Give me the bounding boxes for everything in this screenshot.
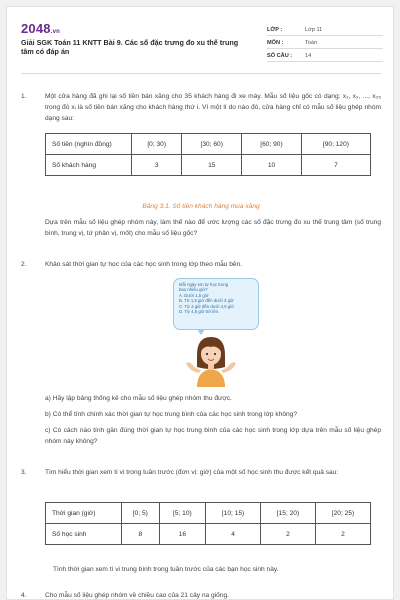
table-cell: [0; 30) xyxy=(132,134,182,155)
table-cell: 3 xyxy=(132,155,182,176)
meta-key: MÔN : xyxy=(267,40,284,46)
table-cell: 15 xyxy=(182,155,242,176)
table-cell: Thời gian (giờ) xyxy=(46,503,122,524)
survey-speech-bubble xyxy=(173,278,259,330)
question-3 xyxy=(21,467,381,491)
meta-row-class xyxy=(267,23,383,36)
table-cell: 16 xyxy=(159,524,205,545)
table-cell: [10; 15) xyxy=(206,503,261,524)
question-number: 3. xyxy=(21,469,27,476)
table-cell: [5; 10) xyxy=(159,503,205,524)
question-number: 2. xyxy=(21,261,27,268)
meta-value: 14 xyxy=(305,53,312,59)
bubble-line: B. Từ 1,5 giờ đến dưới 3 giờ xyxy=(179,298,234,304)
question-text: Cho mẫu số liệu ghép nhóm về chiều cao của 21 cây na giống. xyxy=(45,592,230,599)
question-part-b: b) Có thể tính chính xác thời gian tự học trung bình của các học sinh trong lớp không? xyxy=(45,411,298,418)
table-cell: 10 xyxy=(242,155,302,176)
table-cell: Số khách hàng xyxy=(46,155,132,176)
table-caption: Bảng 3.1. Số tiền khách hàng mua xăng xyxy=(142,203,260,210)
question-2 xyxy=(21,259,381,271)
table-cell: [90; 120) xyxy=(301,134,370,155)
table-cell: 2 xyxy=(261,524,316,545)
table-cell: 2 xyxy=(315,524,370,545)
logo-suffix: .vn xyxy=(50,29,61,35)
table-cell: 4 xyxy=(206,524,261,545)
table-row xyxy=(46,524,371,545)
document-title: Giải SGK Toán 11 KNTT Bài 9. Các số đặc trưng đo xu thế trung tâm có đáp án xyxy=(21,38,239,56)
bubble-line: Mỗi ngày em tự học trong xyxy=(179,282,228,287)
table-cell: [20; 25) xyxy=(315,503,370,524)
table-cell: Số tiền (nghìn đồng) xyxy=(46,134,132,155)
tv-time-table xyxy=(45,502,371,545)
bubble-line: C. Từ 3 giờ đến dưới 4,5 giờ xyxy=(179,303,234,309)
question-part-c: c) Có cách nào tính gần đúng thời gian tự học trung bình của các học sinh trong lớp dựa trên mẫu số liệu ghép nhóm này không? xyxy=(45,427,381,445)
meta-key: LỚP : xyxy=(267,27,283,33)
table-cell: Số học sinh xyxy=(46,524,122,545)
question-text: Một cửa hàng đã ghi lại số tiền bán xăng cho 35 khách hàng đi xe máy. Mẫu số liệu gốc có dạng: x₁, x₂, ..., x₃₅ trong đó xᵢ là số tiền bán xăng cho khách hàng thứ i. Vì một lí do nào đó, cửa hàng chỉ có mẫu số liệu ghép nhóm dạng sau: xyxy=(45,93,381,122)
table-cell: [15; 20) xyxy=(261,503,316,524)
document-page xyxy=(6,6,394,600)
question-4 xyxy=(21,590,381,600)
question-part-a: a) Hãy lập bảng thống kê cho mẫu số liệu ghép nhóm thu được. xyxy=(45,395,232,402)
table-cell: 7 xyxy=(301,155,370,176)
question-text: Khảo sát thời gian tự học của các học sinh trong lớp theo mẫu bên. xyxy=(45,261,243,268)
bubble-line: D. Từ 4,5 giờ trở lên. xyxy=(179,309,220,315)
meta-value: Lớp 11 xyxy=(305,27,323,33)
money-table xyxy=(45,133,371,176)
question-1 xyxy=(21,91,381,127)
meta-row-count xyxy=(267,49,383,62)
question-text: Tìm hiểu thời gian xem tí vi trong tuần trước (đơn vị: giờ) của một số học sinh thu được kết quả sau: xyxy=(45,469,339,476)
meta-key: SỐ CÂU : xyxy=(267,53,293,59)
question-number: 4. xyxy=(21,592,27,599)
table-row xyxy=(46,134,371,155)
question-number: 1. xyxy=(21,93,27,100)
girl-illustration xyxy=(183,333,239,387)
meta-row-subject xyxy=(267,36,383,49)
bubble-line: bao nhiêu giờ? xyxy=(179,287,208,293)
meta-value: Toán xyxy=(305,40,318,46)
table-cell: [0; 5) xyxy=(122,503,160,524)
document-header xyxy=(21,21,381,65)
table-row xyxy=(46,503,371,524)
site-logo[interactable]: 2048.vn xyxy=(21,21,61,36)
table-cell: [60; 90) xyxy=(242,134,302,155)
bubble-line: A. Dưới 1,5 giờ xyxy=(179,292,209,298)
question-followup: Dựa trên mẫu số liệu ghép nhóm này, làm thế nào để ước lượng các số đặc trưng đo xu thế trung tâm (số trung bình, trung vị, tứ phân vị, mốt) cho mẫu số liệu gốc? xyxy=(45,219,381,237)
meta-info xyxy=(267,23,383,62)
table-row xyxy=(46,155,371,176)
table-cell: 8 xyxy=(122,524,160,545)
header-divider xyxy=(21,73,381,74)
table-cell: [30; 60) xyxy=(182,134,242,155)
question-followup: Tính thời gian xem tí vi trung bình trong tuần trước của các bạn học sinh này. xyxy=(53,566,279,573)
